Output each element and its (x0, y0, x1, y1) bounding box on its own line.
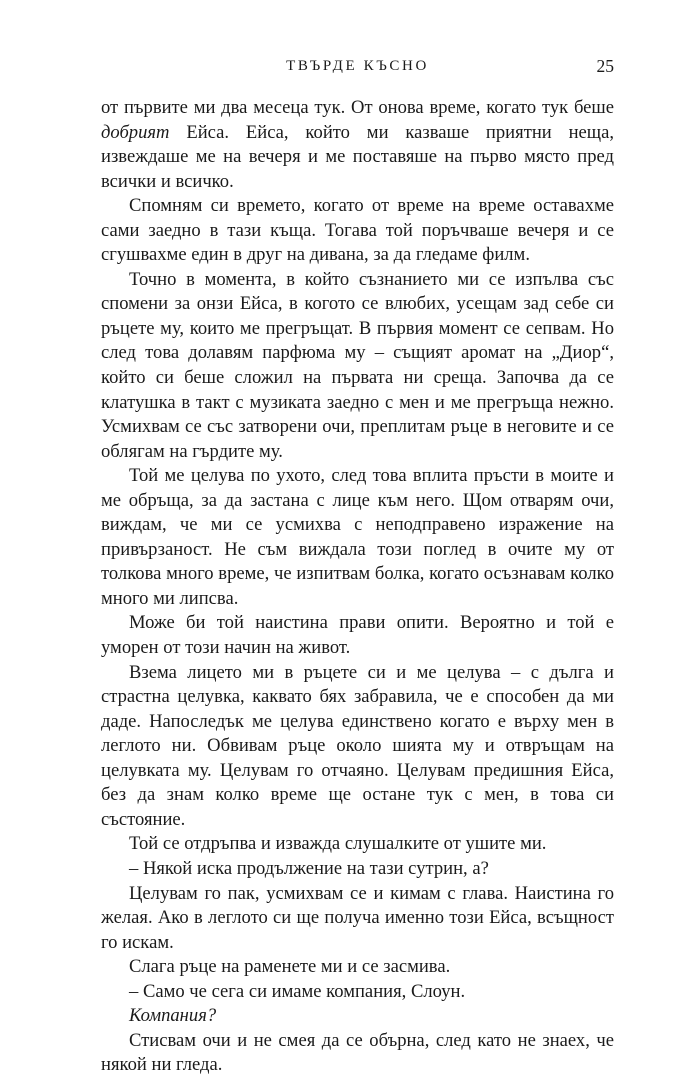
italic-text-run: добрият (101, 121, 170, 143)
text-run: Спомням си времето, когато от време на време оставахме сами заедно в тази къща. Тогава той поръчваше вечеря и се сгушвахме един в друг на дивана, за да гледаме филм. (101, 195, 614, 266)
paragraph (101, 611, 614, 660)
paragraph (101, 464, 614, 611)
running-header (101, 56, 614, 80)
paragraph (101, 1004, 614, 1029)
body-text (101, 96, 614, 1078)
text-run: Стисвам очи и не смея да се обърна, след като не знаех, че някой ни гледа. (101, 1029, 614, 1076)
text-run: Целувам го пак, усмихвам се и кимам с глава. Наистина го желая. Ако в леглото си ще получа именно този Ейса, всъщност го искам. (101, 882, 614, 953)
paragraph (101, 832, 614, 857)
paragraph (101, 661, 614, 833)
text-run: Той се отдръпва и изважда слушалките от ушите ми. (129, 833, 547, 855)
italic-text-run: Компания? (129, 1005, 217, 1027)
running-title: ТВЪРДЕ КЪСНО (286, 58, 429, 74)
page-number: 25 (596, 56, 614, 76)
text-run: – Само че сега си имаме компания, Слоун. (129, 980, 466, 1002)
paragraph (101, 1029, 614, 1078)
text-run: – Някой иска продължение на тази сутрин, а? (129, 857, 489, 879)
paragraph (101, 955, 614, 980)
text-run: Слага ръце на раменете ми и се засмива. (129, 956, 451, 978)
paragraph (101, 96, 614, 194)
text-run: от първите ми два месеца тук. От онова време, когато тук беше (101, 97, 614, 118)
text-run: Може би той наистина прави опити. Вероятно и той е уморен от този начин на живот. (101, 612, 614, 659)
text-run: Точно в момента, в който съзнанието ми се изпълва със спомени за онзи Ейса, в когото се влюбих, усещам зад себе си ръцете му, които ме прегръщат. В първия момент се сепвам. Но след това долавям парфюма му – същият аромат на „Диор“, който си беше сложил на първата ни среща. Започва да се клатушка в такт с музиката заедно с мен и ме прегръща нежно. Усмихвам се със затворени очи, преплитам ръце в неговите и се облягам на гърдите му. (101, 268, 614, 462)
dialogue-line (101, 857, 614, 882)
text-run: Ейса. Ейса, който ми казваше приятни неща, извеждаше ме на вечеря и ме поставяше на първо място пред всички и всичко. (101, 121, 614, 192)
paragraph (101, 882, 614, 956)
text-run: Той ме целува по ухото, след това вплита пръсти в моите и ме обръща, за да застана с лице към него. Щом отварям очи, виждам, че ми се усмихва с неподправено изражение на привързаност. Не съм виждала този поглед в очите му от толкова много време, че изпитвам болка, когато осъзнавам колко много ми липсва. (101, 465, 614, 609)
text-run: Взема лицето ми в ръцете си и ме целува – с дълга и страстна целувка, каквато бях забравила, че е способен да ми даде. Напоследък ме целува единствено когато е върху мен в леглото ни. Обвивам ръце около шията му и отвръщам на целувката му. Целувам го отчаяно. Целувам предишния Ейса, без да знам колко време ще остане тук с мен, в това си състояние. (101, 661, 614, 830)
dialogue-line (101, 980, 614, 1005)
paragraph (101, 268, 614, 464)
paragraph (101, 194, 614, 268)
